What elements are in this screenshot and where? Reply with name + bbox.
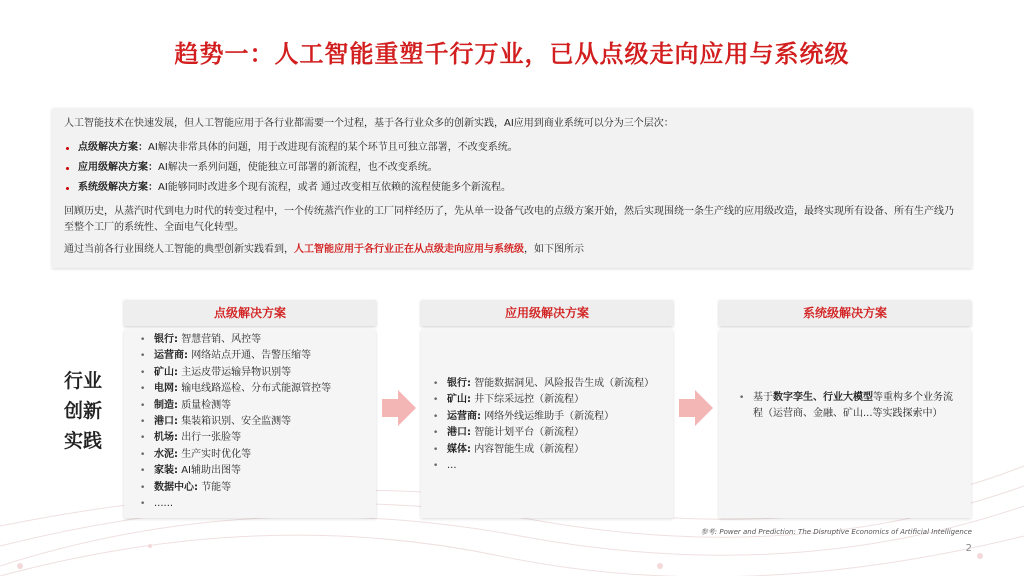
reference-note: 参考: Power and Prediction: The Disruptive Economics of Artificial Intelligence xyxy=(700,528,972,536)
list-item xyxy=(429,442,665,458)
industry-term: 银行: xyxy=(447,378,471,389)
industry-text: ... xyxy=(447,460,457,472)
industry-text: 井下综采远控（新流程） xyxy=(474,394,585,406)
industry-text: 节能等 xyxy=(201,481,232,493)
industry-text: 生产实时优化等 xyxy=(181,448,252,460)
list-item xyxy=(429,425,665,441)
level-text: AI能够同时改进多个现有流程，或者 通过改变相互依赖的流程使能多个新流程。 xyxy=(158,182,511,193)
list-item xyxy=(136,365,368,381)
system-level-header: 系统级解决方案 xyxy=(719,300,971,326)
application-level-panel xyxy=(421,330,673,518)
closing-paragraph xyxy=(64,242,960,258)
industry-text: ...... xyxy=(154,498,174,510)
list-item xyxy=(136,480,368,496)
level-text: AI解决一系列问题，使能独立可部署的新流程，也不改变系统。 xyxy=(158,162,438,173)
industry-text: 出行一张脸等 xyxy=(181,432,242,444)
system-level-panel xyxy=(719,330,971,518)
system-text-pre: 基于 xyxy=(753,392,773,403)
list-item xyxy=(429,376,665,392)
list-item xyxy=(136,447,368,463)
system-separator: 、 xyxy=(813,392,823,403)
point-level-header: 点级解决方案 xyxy=(124,300,376,326)
arrow-right-icon xyxy=(679,390,713,426)
industry-text: 内容智能生成（新流程） xyxy=(474,443,585,455)
industry-term: 矿山: xyxy=(447,394,471,406)
list-item xyxy=(735,390,953,422)
industry-term: 水泥: xyxy=(154,448,178,460)
list-item xyxy=(136,414,368,430)
industry-term: 矿山: xyxy=(154,366,178,378)
list-item xyxy=(136,398,368,414)
level-list xyxy=(64,138,960,198)
level-term: 应用级解决方案： xyxy=(78,162,158,173)
industry-text: 质量检测等 xyxy=(181,399,232,411)
list-item xyxy=(64,138,960,158)
industry-term: 数据中心: xyxy=(154,481,198,493)
page-number: 2 xyxy=(965,543,972,554)
arrow-right-icon xyxy=(382,390,416,426)
list-item xyxy=(429,409,665,425)
side-label-line: 创新 xyxy=(64,400,103,422)
closing-post: ，如下图所示 xyxy=(524,244,584,255)
closing-pre: 通过当前各行业围绕人工智能的典型创新实践看到， xyxy=(64,244,294,255)
side-label-line: 实践 xyxy=(64,430,103,452)
industry-term: 媒体: xyxy=(447,443,471,455)
level-term: 点级解决方案： xyxy=(78,142,148,153)
industry-text: 网络站点开通、告警压缩等 xyxy=(191,350,312,362)
industry-term: 运营商: xyxy=(154,350,188,362)
industry-term: 运营商: xyxy=(447,410,481,422)
list-item xyxy=(136,496,368,512)
history-paragraph: 回顾历史，从蒸汽时代到电力时代的转变过程中，一个传统蒸汽作业的工厂同样经历了，先从单一设备气改电的点级方案开始，然后实现围绕一条生产线的应用级改造，最终实现所有设备、所有生产线乃至整个工厂的系统性、全面电气化转型。 xyxy=(64,206,954,233)
industry-term: 家装: xyxy=(154,465,178,477)
application-level-header: 应用级解决方案 xyxy=(421,300,673,326)
list-item xyxy=(429,392,665,408)
industry-term: 制造: xyxy=(154,399,178,411)
system-term: 行业大模型 xyxy=(823,392,873,403)
list-item xyxy=(429,458,665,474)
industry-text: 网络外线运维助手（新流程） xyxy=(484,410,615,422)
industry-term: 银行: xyxy=(154,334,178,345)
industry-text: 智慧营销、风控等 xyxy=(181,334,262,345)
level-term: 系统级解决方案： xyxy=(78,182,158,193)
industry-term: 机场: xyxy=(154,432,178,444)
industry-term: 港口: xyxy=(447,427,471,439)
intro-panel xyxy=(52,108,972,268)
industry-text: 智能数据洞见、风险报告生成（新流程） xyxy=(474,378,655,389)
list-item xyxy=(136,430,368,446)
industry-term: 港口: xyxy=(154,416,178,428)
list-item xyxy=(136,332,368,348)
side-label-line: 行业 xyxy=(64,370,103,392)
list-item xyxy=(136,348,368,364)
closing-highlight: 人工智能应用于各行业正在从点级走向应用与系统级 xyxy=(294,244,524,255)
industry-text: 主运皮带运输异物识别等 xyxy=(181,366,292,378)
page-title: 趋势一：人工智能重塑千行万业，已从点级走向应用与系统级 xyxy=(174,40,850,68)
list-item xyxy=(64,178,960,198)
list-item xyxy=(64,158,960,178)
level-text: AI解决非常具体的问题，用于改进现有流程的某个环节且可独立部署，不改变系统。 xyxy=(148,142,518,153)
list-item xyxy=(136,381,368,397)
industry-text: 输电线路巡检、分布式能源管控等 xyxy=(181,383,332,395)
industry-text: 智能计划平台（新流程） xyxy=(474,427,585,439)
industry-term: 电网: xyxy=(154,383,178,395)
point-level-panel xyxy=(124,330,376,518)
industry-innovation-label xyxy=(64,366,108,456)
intro-lead: 人工智能技术在快速发展，但人工智能应用于各行业都需要一个过程，基于各行业众多的创新实践，AI应用到商业系统可以分为三个层次： xyxy=(64,118,674,129)
industry-text: AI辅助出图等 xyxy=(181,465,241,477)
system-text-post: 等重构多个业务流程（运营商、金融、矿山...等实践探索中） xyxy=(753,392,953,419)
list-item xyxy=(136,463,368,479)
industry-text: 集装箱识别、安全监测等 xyxy=(181,416,292,428)
system-term: 数字孪生 xyxy=(773,392,813,403)
